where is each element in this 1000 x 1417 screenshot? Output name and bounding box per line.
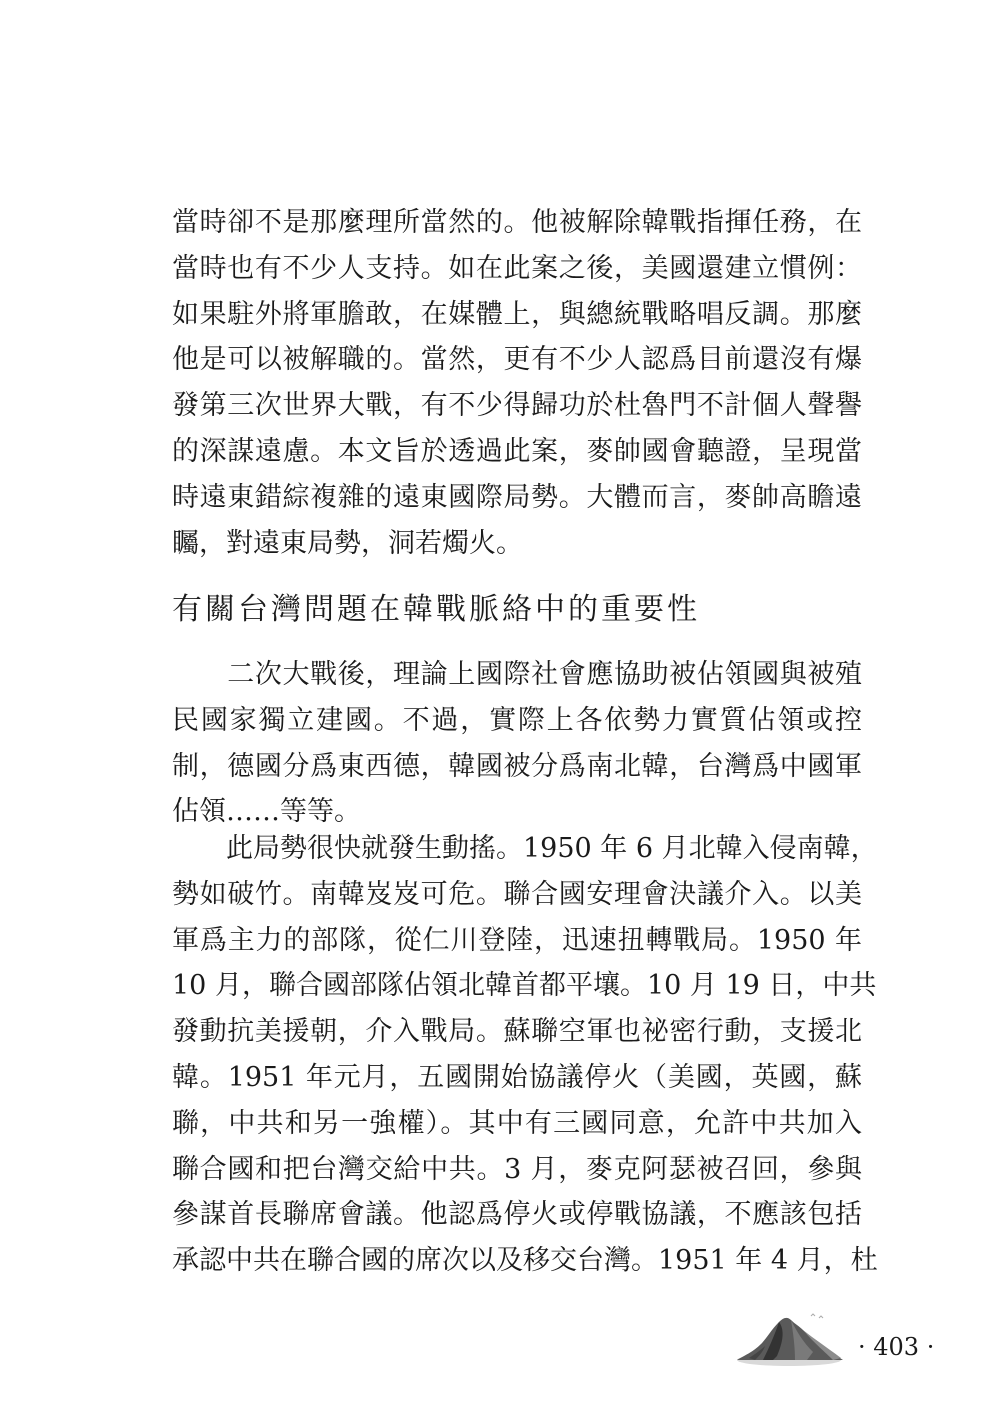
- text-line: 承認中共在聯合國的席次以及移交台灣。1951 年 4 月，杜: [172, 1245, 878, 1277]
- text-line: 當時也有不少人支持。如在此案之後，美國還建立慣例：: [172, 252, 862, 284]
- text-line: 10 月，聯合國部隊佔領北韓首都平壤。10 月 19 日，中共: [172, 970, 877, 1002]
- text-line: 勢如破竹。南韓岌岌可危。聯合國安理會決議介入。以美: [172, 878, 862, 910]
- section-heading: 有關台灣問題在韓戰脈絡中的重要性: [172, 592, 700, 627]
- text-line: 時遠東錯綜複雜的遠東國際局勢。大體而言，麥帥高瞻遠: [172, 481, 862, 513]
- text-line: 發動抗美援朝，介入戰局。蘇聯空軍也祕密行動，支援北: [172, 1016, 862, 1048]
- text-line: 矚，對遠東局勢，洞若燭火。: [172, 527, 523, 559]
- page-number: · 403 ·: [858, 1333, 935, 1361]
- mountain-icon: [733, 1308, 845, 1368]
- text-line: 當時卻不是那麼理所當然的。他被解除韓戰指揮任務，在: [172, 207, 862, 238]
- text-line: 發第三次世界大戰，有不少得歸功於杜魯門不計個人聲譽: [172, 390, 862, 422]
- text-line: 二次大戰後，理論上國際社會應協助被佔領國與被殖: [172, 659, 862, 690]
- text-line: 參謀首長聯席會議。他認爲停火或停戰協議，不應該包括: [172, 1199, 862, 1231]
- text-line: 如果駐外將軍膽敢，在媒體上，與總統戰略唱反調。那麼: [172, 298, 862, 330]
- body-paragraph-2: [172, 826, 878, 1284]
- text-line: 軍爲主力的部隊，從仁川登陸，迅速扭轉戰局。1950 年: [172, 924, 862, 956]
- intro-paragraph: [172, 200, 862, 566]
- text-line: 的深謀遠慮。本文旨於透過此案，麥帥國會聽證，呈現當: [172, 435, 862, 467]
- text-line: 韓。1951 年元月，五國開始協議停火（美國，英國，蘇: [172, 1061, 862, 1093]
- text-line: 聯，中共和另一強權）。其中有三國同意，允許中共加入: [172, 1107, 862, 1139]
- text-line: 他是可以被解職的。當然，更有不少人認爲目前還沒有爆: [172, 344, 862, 376]
- text-line: 聯合國和把台灣交給中共。3 月，麥克阿瑟被召回，參與: [172, 1153, 862, 1185]
- text-line: 此局勢很快就發生動搖。1950 年 6 月北韓入侵南韓，: [172, 833, 878, 864]
- text-line: 民國家獨立建國。不過，實際上各依勢力實質佔領或控: [172, 704, 862, 736]
- body-paragraph-1: [172, 652, 862, 835]
- text-line: 佔領……等等。: [172, 796, 361, 828]
- text-line: 制，德國分爲東西德，韓國被分爲南北韓，台灣爲中國軍: [172, 750, 862, 782]
